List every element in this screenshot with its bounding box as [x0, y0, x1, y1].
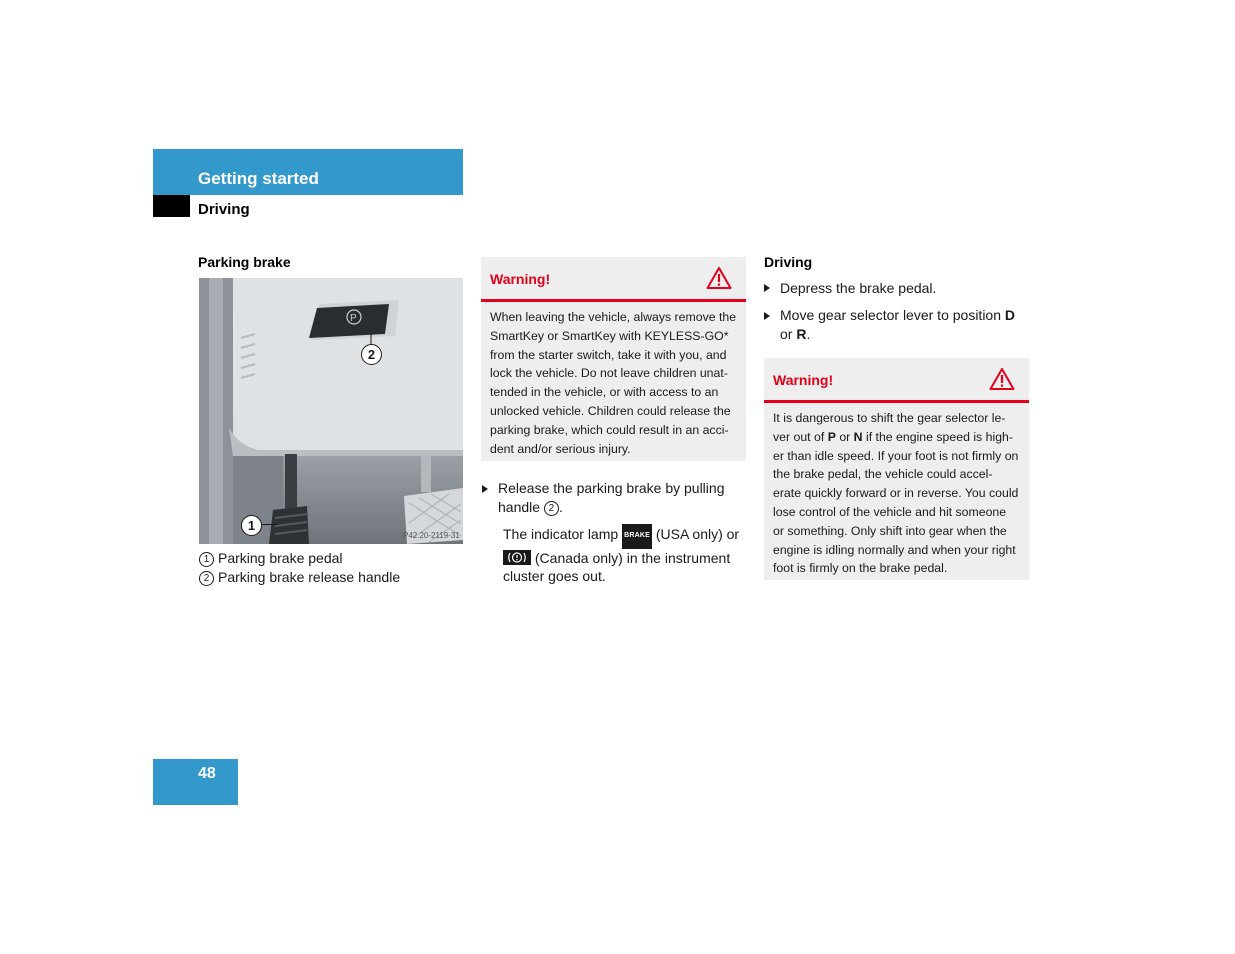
step-release-end: .: [558, 498, 563, 515]
bullet-arrow-icon: [482, 485, 488, 493]
gear-p: P: [827, 429, 836, 444]
step-move-selector: [764, 306, 1028, 343]
driving-heading: Driving: [764, 254, 813, 270]
warning-box-gear-selector: [764, 358, 1029, 580]
svg-text:P: P: [350, 313, 357, 324]
gear-n: N: [853, 429, 863, 444]
warning-body-or: or: [839, 429, 851, 444]
warning-header: [481, 257, 746, 302]
canada-brake-lamp-icon: [503, 550, 531, 565]
warning-title: Warning!: [490, 271, 551, 287]
step-release-ref: 2: [544, 501, 559, 516]
step-release-text: Release the parking brake by pulling handle: [498, 480, 725, 515]
step-move-or: or: [780, 325, 793, 342]
page-number-box: [153, 759, 238, 805]
caption-2-text: Parking brake release handle: [218, 569, 401, 585]
bullet-arrow-icon: [764, 312, 770, 320]
callout-1-leader: [262, 524, 278, 525]
callout-1: 1: [241, 515, 262, 536]
position-d: D: [1004, 307, 1016, 323]
warning-box-children: [481, 257, 746, 461]
warning-body: [764, 403, 1029, 586]
step-move-text: Move gear selector lever to position: [780, 307, 1001, 323]
caption-2: [199, 569, 400, 586]
warning-triangle-icon: [706, 266, 732, 290]
header-marker: [153, 195, 190, 217]
section-title: Getting started: [198, 169, 319, 188]
step-release-brake: [482, 479, 744, 516]
warning-body-b: if the engine speed is high-er than idle speed. If your foot is not firmly on the brake pedal, the vehicle could accel-erate quickly forward or in reverse. You could lose control of the vehicle and hit someone or something. Only shift into gear when the engine is idling normally and when your right foot is firmly on the brake pedal.: [773, 429, 1019, 576]
indicator-lamp-note: [503, 524, 746, 586]
caption-1: [199, 550, 343, 567]
note-text-b: (USA only) or: [655, 526, 740, 542]
brake-lamp-icon: BRAKE: [622, 524, 652, 549]
step-depress-brake: [764, 279, 1028, 298]
page-number: 48: [198, 765, 216, 782]
caption-2-num: 2: [199, 571, 214, 586]
caption-1-text: Parking brake pedal: [218, 550, 343, 566]
step-move-end: .: [806, 325, 811, 342]
subsection-title: Driving: [198, 201, 250, 218]
bullet-arrow-icon: [764, 284, 770, 292]
caption-1-num: 1: [199, 552, 214, 567]
position-r: R: [796, 325, 807, 342]
warning-triangle-icon: [989, 367, 1015, 391]
note-text-a: The indicator lamp: [503, 526, 619, 542]
parking-brake-photo: [199, 278, 463, 544]
callout-2: 2: [361, 344, 382, 365]
warning-title: Warning!: [773, 372, 834, 388]
warning-body: When leaving the vehicle, always remove the SmartKey or SmartKey with KEYLESS-GO* from the starter switch, take it with you, and lock the vehicle. Do not leave children unat-tended in the vehicle, or with access to an unlocked vehicle. Children could release the parking brake, which could result in an acci-dent and/or serious injury.: [490, 310, 737, 456]
note-text-c: (Canada only) in the instrument cluster goes out.: [503, 549, 731, 584]
warning-header: [764, 358, 1029, 403]
photo-code: P42.20-2119-31: [403, 531, 460, 540]
parking-brake-heading: Parking brake: [198, 254, 291, 270]
warning-body-a: It is dangerous to shift the gear selector le-ver out of: [773, 411, 1006, 444]
step-depress-text: Depress the brake pedal.: [780, 280, 937, 296]
